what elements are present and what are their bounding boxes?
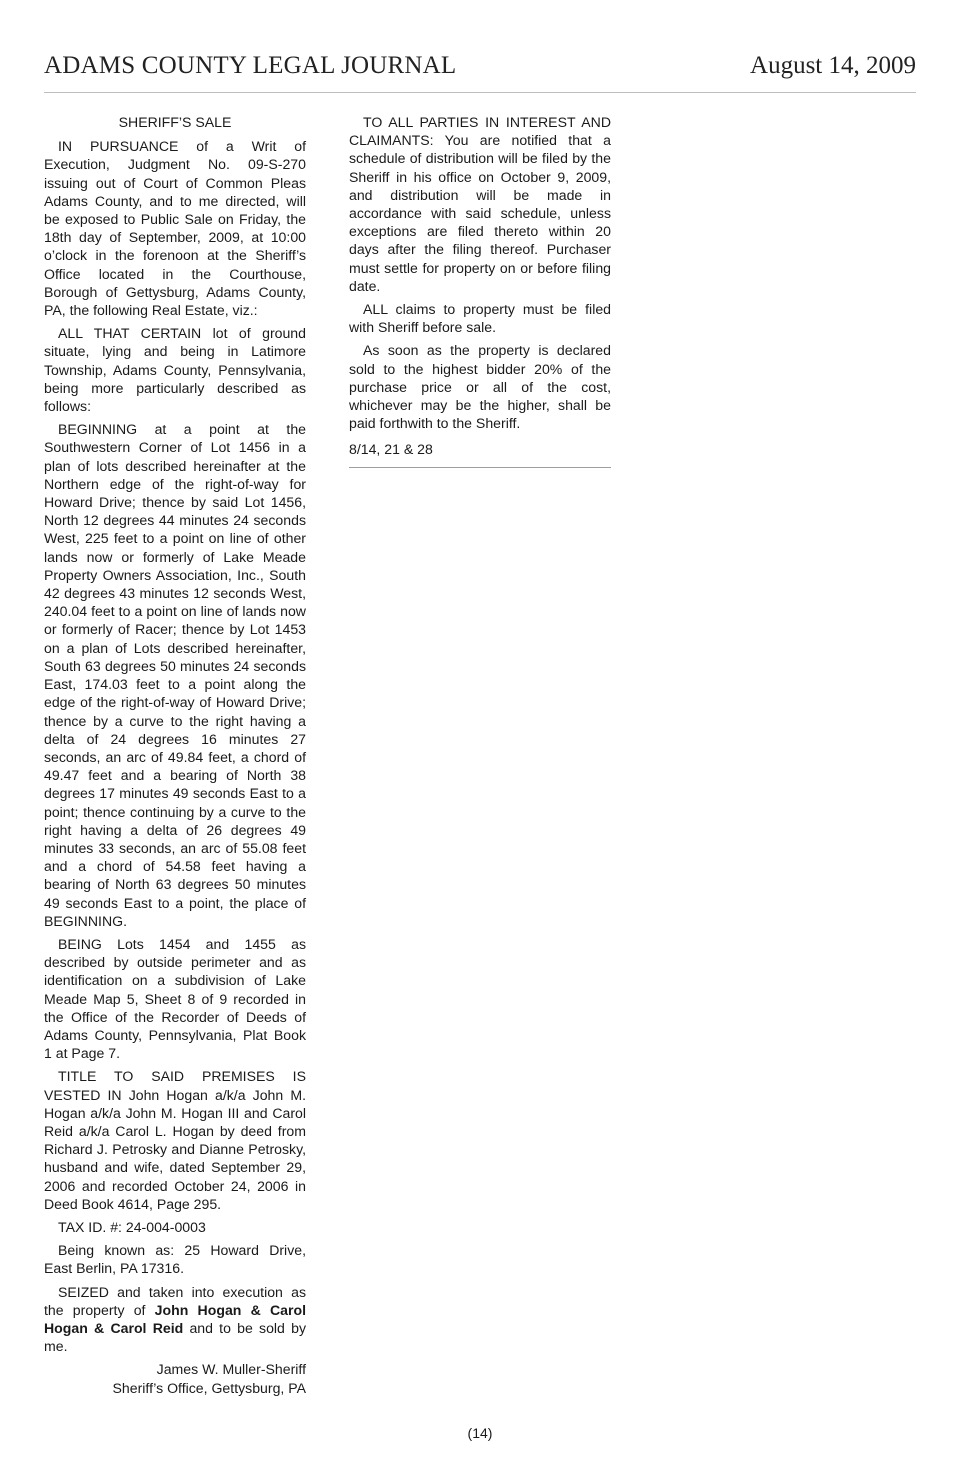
sale-paragraph-tax-id: TAX ID. #: 24-004-0003: [58, 1218, 206, 1235]
notice-paragraph-sold: As soon as the property is declared sold to the highest bidder 20% of the purchase price or all of the cost, whichever may be the higher, shall be paid forthwith to the Sheriff.: [349, 342, 611, 432]
defendant-names: John Hogan & Carol Hogan & Carol Reid: [44, 1301, 306, 1336]
seized-text-start: SEIZED and taken into execution as the property of: [44, 1283, 306, 1318]
notice-paragraph-claims: ALL claims to property must be filed with Sheriff before sale.: [349, 301, 611, 336]
end-rule: [349, 467, 611, 468]
sale-paragraph-title: TITLE TO SAID PREMISES IS VESTED IN John Hogan a/k/a John M. Hogan a/k/a John M. Hogan III and Carol Reid a/k/a Carol L. Hogan by deed from Richard J. Petrosky and Dianne Petrosky, husband and wife, dated September 29, 2006 and recorded October 24, 2006 in Deed Book 4614, Page 295.: [44, 1068, 306, 1212]
sale-paragraph-being-lots: BEING Lots 1454 and 1455 as described by outside perimeter and as identification on a subdivision of Lake Meade Map 5, Sheet 8 of 9 recorded in the Office of the Recorder of Deeds of Adams County, Pennsylvania, Plat Book 1 at Page 7.: [44, 935, 306, 1062]
signature-office: Sheriff’s Office, Gettysburg, PA: [112, 1379, 306, 1396]
signature-block: [44, 1360, 306, 1396]
sale-paragraph-seized: [44, 1283, 306, 1356]
publication-dates: 8/14, 21 & 28: [349, 441, 433, 458]
issue-date: August 14, 2009: [750, 52, 916, 79]
sale-paragraph-lot: ALL THAT CERTAIN lot of ground situate, lying and being in Latimore Township, Adams County, Pennsylvania, being more particularly described as follows:: [44, 325, 306, 415]
page-header: [44, 52, 916, 93]
sale-paragraph-pursuance: IN PURSUANCE of a Writ of Execution, Judgment No. 09-S-270 issuing out of Court of Common Pleas Adams County, and to me directed, will be exposed to Public Sale on Friday, the 18th day of September, 2009, at 10:00 o’clock in the forenoon at the Sheriff’s Office located in the Courthouse, Borough of Gettysburg, Adams County, PA, the following Real Estate, viz.:: [44, 138, 306, 319]
signature-name: James W. Muller-Sheriff: [156, 1361, 306, 1378]
journal-title: ADAMS COUNTY LEGAL JOURNAL: [44, 52, 457, 79]
sale-paragraph-known-as: Being known as: 25 Howard Drive, East Berlin, PA 17316.: [44, 1242, 306, 1277]
sale-heading: SHERIFF’S SALE: [118, 114, 232, 130]
sheriff-sale-column: [44, 113, 306, 1397]
notice-paragraph-parties: TO ALL PARTIES IN INTEREST AND CLAIMANTS: You are notified that a schedule of distribution will be filed by the Sheriff in his office on October 9, 2009, and distribution will be made in accordance with said schedule, unless exceptions are filed thereto within 20 days after the filing thereof. Purchaser must settle for property on or before filing date.: [349, 114, 611, 294]
seized-text-end: and to be sold by me.: [44, 1320, 306, 1355]
sale-paragraph-beginning: BEGINNING at a point at the Southwestern Corner of Lot 1456 in a plan of lots described hereinafter at the Northern edge of the right-of-way for Howard Drive; thence by said Lot 1456, North 12 degrees 44 minutes 24 seconds West, 225 feet to a point on line of other lands now or formerly of Lake Meade Property Owners Association, Inc., South 42 degrees 43 minutes 12 seconds West, 240.04 feet to a point on line of lands now or formerly of Racer; thence by Lot 1453 on a plan of Lots described hereinafter, South 63 degrees 50 minutes 24 seconds East, 174.03 feet to a point along the edge of the right-of-way of Howard Drive; thence by a curve to the right having a delta of 24 degrees 16 minutes 27 seconds, an arc of 49.84 feet, a chord of 49.47 feet and a bearing of North 38 degrees 17 minutes 49 seconds East to a point; thence continuing by a curve to the right having a delta of 26 degrees 49 minutes 33 seconds, an arc of 55.08 feet and a chord of 54.58 feet having a bearing of North 63 degrees 50 minutes 49 seconds East to a point, the place of BEGINNING.: [44, 421, 306, 929]
notice-column: [349, 113, 611, 468]
page-number: (14): [467, 1425, 493, 1441]
